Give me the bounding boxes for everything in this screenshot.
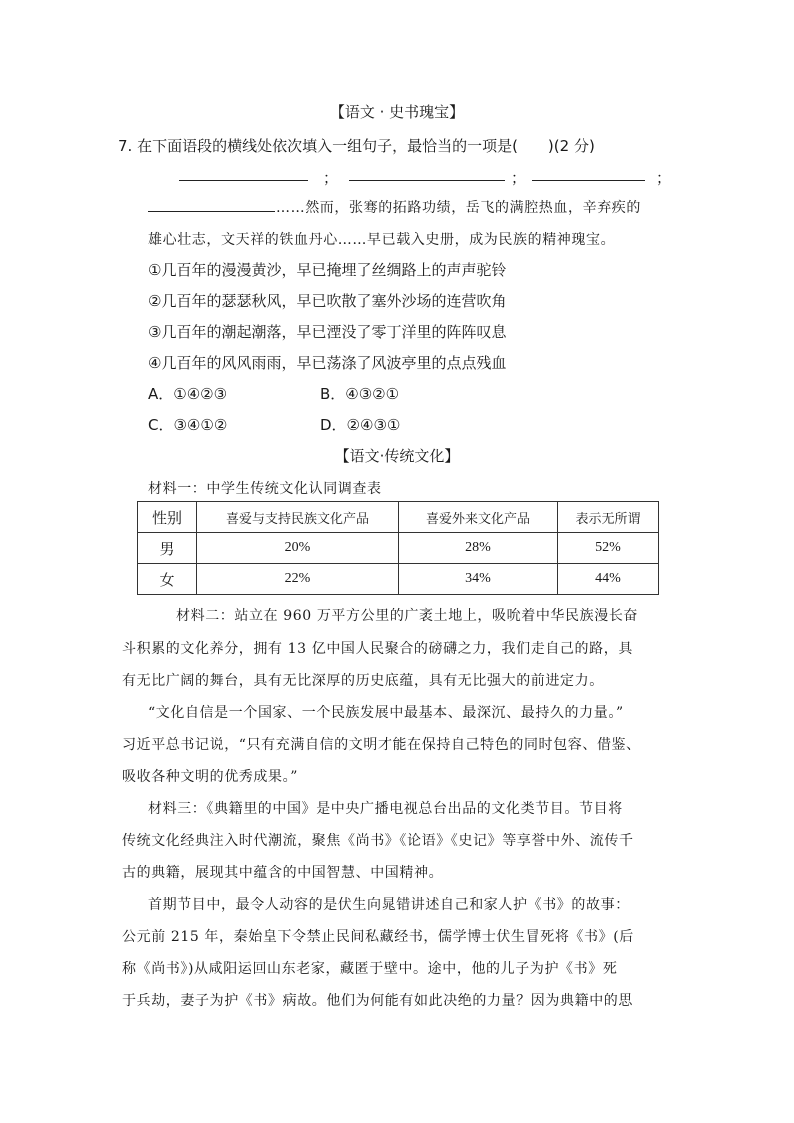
list-item: ②几百年的瑟瑟秋风，早已吹散了塞外沙场的连营吹角 [148,292,507,310]
blank-separator-1: ； [323,169,339,187]
story-line: 称《尚书》)从咸阳运回山东老家，藏匿于壁中。途中，他的儿子为护《书》死 [122,961,618,977]
table-cell: 女 [138,564,197,595]
material-2-line: 斗积累的文化养分，拥有 13 亿中国人民聚合的磅礴之力，我们走自己的路，具 [122,641,633,657]
quote-line: 习近平总书记说，“只有充满自信的文明才能在保持自己特色的同时包容、借鉴、 [122,737,641,753]
material-2-line: 材料二：站立在 960 万平方公里的广袤土地上，吸吮着中华民族漫长奋 [176,608,639,624]
passage-line-2: 雄心壮志，文天祥的铁血丹心……早已载入史册，成为民族的精神瑰宝。 [148,232,616,248]
table-cell: 52% [558,533,659,564]
survey-table [137,501,659,595]
list-item: ③几百年的潮起潮落，早已湮没了零丁洋里的阵阵叹息 [148,323,507,341]
answer-blank-1 [179,164,308,181]
list-item: ①几百年的漫漫黄沙，早已掩埋了丝绸路上的声声驼铃 [148,261,507,279]
material-3-line: 传统文化经典注入时代潮流，聚焦《尚书》《论语》《史记》等享誉中外、流传千 [122,833,634,849]
quote-line: “文化自信是一个国家、一个民族发展中最基本、最深沉、最持久的力量。” [148,705,624,721]
table-header-cell: 喜爱外来文化产品 [399,502,558,533]
story-line: 于兵劫，妻子为护《书》病故。他们为何能有如此决绝的力量？因为典籍中的思 [122,993,633,1009]
answer-blank-3 [532,164,645,181]
table-cell: 28% [399,533,558,564]
question-7-stem: 7. 在下面语段的横线处依次填入一组句子，最恰当的一项是( )(2 分) [118,137,595,155]
table-cell: 22% [197,564,399,595]
table-cell: 20% [197,533,399,564]
option-a: A．①④②③ [148,385,228,403]
table-header-cell: 表示无所谓 [558,502,659,533]
option-d: D．②④③① [320,416,401,434]
answer-blank-4 [148,195,275,212]
story-line: 公元前 215 年，秦始皇下令禁止民间私藏经书，儒学博士伏生冒死将《书》(后 [122,929,634,945]
option-b: B．④③②① [320,385,400,403]
table-cell: 男 [138,533,197,564]
section-title-history: 【语文 · 史书瑰宝】 [329,103,465,121]
passage-line-1: ……然而，张骞的拓路功绩，岳飞的满腔热血，辛弃疾的 [276,200,641,216]
material-3-line: 古的典籍，展现其中蕴含的中国智慧、中国精神。 [122,865,444,881]
blank-separator-3: ； [656,169,672,187]
quote-line: 吸收各种文明的优秀成果。” [122,769,298,785]
material-1-label: 材料一：中学生传统文化认同调查表 [148,481,382,497]
table-header-cell: 性别 [138,502,197,533]
answer-blank-2 [349,164,505,181]
table-row [138,564,659,595]
table-header-row [138,502,659,533]
section-title-culture: 【语文·传统文化】 [334,447,460,465]
list-item: ④几百年的风风雨雨，早已荡涤了风波亭里的点点残血 [148,354,507,372]
option-c: C．③④①② [148,416,228,434]
table-header-cell: 喜爱与支持民族文化产品 [197,502,399,533]
material-3-line: 材料三：《典籍里的中国》是中央广播电视总台出品的文化类节目。节目将 [148,801,623,817]
blank-separator-2: ； [511,169,527,187]
table-cell: 44% [558,564,659,595]
material-2-line: 有无比广阔的舞台，具有无比深厚的历史底蕴，具有无比强大的前进定力。 [122,673,604,689]
table-row [138,533,659,564]
table-cell: 34% [399,564,558,595]
story-line: 首期节目中，最令人动容的是伏生向晁错讲述自己和家人护《书》的故事： [148,897,630,913]
